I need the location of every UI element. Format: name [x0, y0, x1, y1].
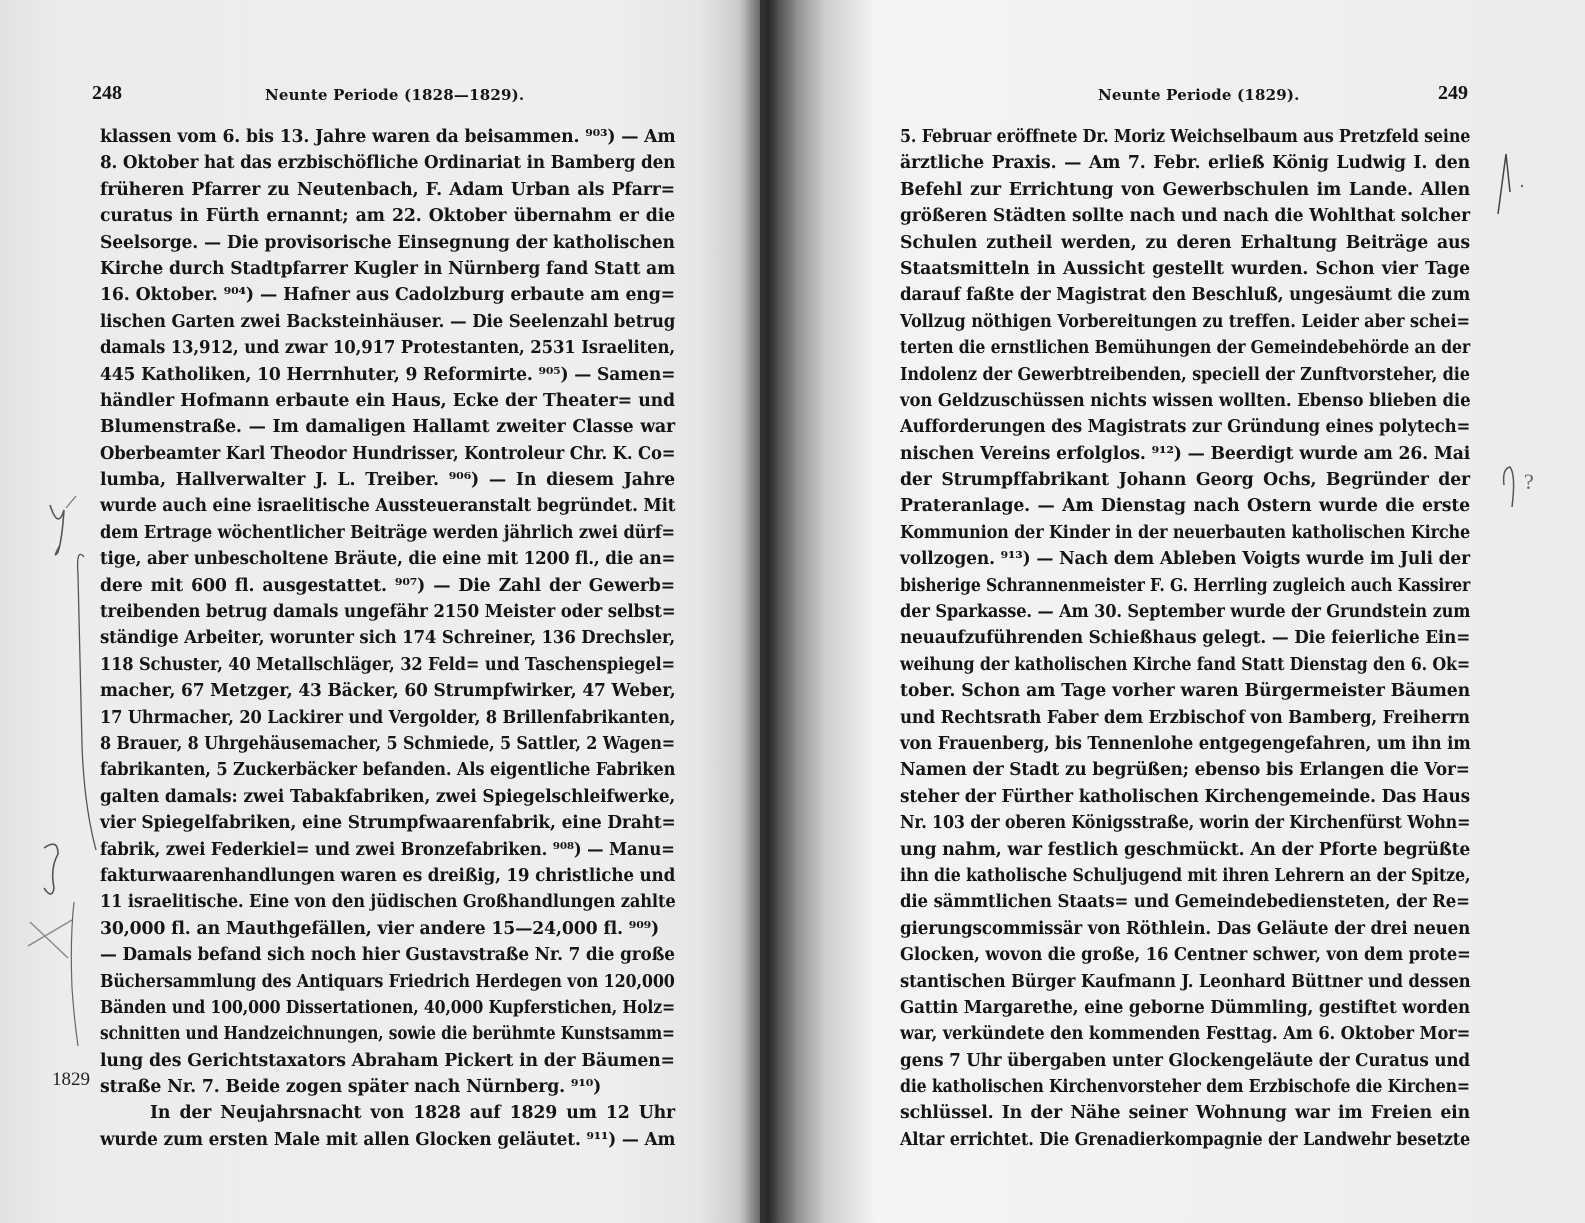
- text-line: straße Nr. 7. Beide zogen später nach Nürnberg. ⁹¹⁰): [100, 1077, 602, 1098]
- text-line: terten die ernstlichen Bemühungen der Gemeindebehörde an der: [900, 338, 1470, 359]
- text-line: wurde zum ersten Male mit allen Glocken geläutet. ⁹¹¹) — Am: [100, 1129, 676, 1150]
- text-line: weihung der katholischen Kirche fand Statt Dienstag den 6. Ok=: [900, 654, 1471, 675]
- left-page: [0, 0, 760, 1223]
- text-line: — Damals befand sich noch hier Gustavstraße Nr. 7 die große: [100, 945, 675, 966]
- text-line: von Geldzuschüssen nichts wissen wollten. Ebenso blieben die: [900, 390, 1471, 411]
- text-line: ihn die katholische Schuljugend mit ihren Lehrern an der Spitze,: [900, 865, 1471, 886]
- text-line: macher, 67 Metzger, 43 Bäcker, 60 Strumpfwirker, 47 Weber,: [100, 681, 676, 702]
- text-line: wurde auch eine israelitische Aussteueranstalt begründet. Mit: [100, 496, 676, 517]
- text-line: 445 Katholiken, 10 Herrnhuter, 9 Reformirte. ⁹⁰⁵) — Samen=: [100, 364, 676, 385]
- text-line: Prateranlage. — Am Dienstag nach Ostern wurde die erste: [900, 496, 1470, 517]
- text-line: Glocken, wovon die große, 16 Centner schwer, von dem prote=: [900, 945, 1471, 966]
- text-line: Seelsorge. — Die provisorische Einsegnung der katholischen: [100, 232, 675, 253]
- text-line: treibenden betrug damals ungefähr 2150 Meister oder selbst=: [100, 602, 676, 623]
- right-page-number: 249: [1438, 82, 1468, 104]
- text-line: In der Neujahrsnacht von 1828 auf 1829 um 12 Uhr: [150, 1103, 675, 1124]
- text-line: Oberbeamter Karl Theodor Hundrisser, Kontroleur Chr. K. Co=: [100, 443, 676, 464]
- text-line: schlüssel. In der Nähe seiner Wohnung war im Freien ein: [900, 1103, 1470, 1124]
- text-line: der Strumpffabrikant Johann Georg Ochs, Begründer der: [900, 470, 1470, 491]
- text-line: 118 Schuster, 40 Metallschläger, 32 Feld= und Taschenspiegel=: [100, 654, 675, 675]
- text-line: war, verkündete den kommenden Festtag. Am 6. Oktober Mor=: [900, 1024, 1471, 1045]
- text-line: die sämmtlichen Staats= und Gemeindebediensteten, der Re=: [900, 892, 1470, 913]
- text-line: Aufforderungen des Magistrats zur Gründung eines polytech=: [900, 417, 1471, 438]
- text-line: Kommunion der Kinder in der neuerbauten katholischen Kirche: [900, 522, 1471, 543]
- text-line: lumba, Hallverwalter J. L. Treiber. ⁹⁰⁶) — In diesem Jahre: [100, 470, 675, 491]
- left-page-number: 248: [92, 82, 122, 104]
- text-line: 8. Oktober hat das erzbischöfliche Ordinariat in Bamberg den: [100, 153, 676, 174]
- text-line: Bänden und 100,000 Dissertationen, 40,000 Kupferstichen, Holz=: [100, 997, 676, 1018]
- text-line: galten damals: zwei Tabakfabriken, zwei Spiegelschleifwerke,: [100, 786, 676, 807]
- text-line: stantischen Bürger Kaufmann J. Leonhard Büttner und dessen: [900, 971, 1471, 992]
- text-line: der Sparkasse. — Am 30. September wurde der Grundstein zum: [900, 602, 1471, 623]
- text-line: Kirche durch Stadtpfarrer Kugler in Nürnberg fand Statt am: [100, 258, 676, 279]
- text-line: und Rechtsrath Faber dem Erzbischof von Bamberg, Freiherrn: [900, 707, 1470, 728]
- text-line: nischen Vereins erfolglos. ⁹¹²) — Beerdigt wurde am 26. Mai: [900, 443, 1471, 464]
- text-line: von Frauenberg, bis Tennenlohe entgegengefahren, um ihn im: [900, 733, 1471, 754]
- pencil-mark-bracket-question: [1490, 455, 1560, 519]
- text-line: größeren Städten sollte nach und nach die Wohlthat solcher: [900, 206, 1470, 227]
- text-line: Befehl zur Errichtung von Gewerbschulen im Lande. Allen: [900, 179, 1470, 200]
- text-line: Altar errichtet. Die Grenadierkompagnie der Landwehr besetzte: [900, 1129, 1471, 1150]
- text-line: klassen vom 6. bis 13. Jahre waren da beisammen. ⁹⁰³) — Am: [100, 127, 676, 147]
- text-line: gierungscommissär von Röthlein. Das Geläute der drei neuen: [900, 918, 1471, 939]
- left-page-text: [100, 124, 675, 1153]
- text-line: 5. Februar eröffnete Dr. Moriz Weichselbaum aus Pretzfeld seine: [900, 127, 1471, 147]
- text-line: vier Spiegelfabriken, eine Strumpfwaarenfabrik, eine Draht=: [100, 813, 676, 834]
- text-line: darauf faßte der Magistrat den Beschluß, ungesäumt die zum: [900, 285, 1471, 306]
- text-line: ärztliche Praxis. — Am 7. Febr. erließ König Ludwig I. den: [900, 153, 1470, 174]
- text-line: Namen der Stadt zu begrüßen; ebenso bis Erlangen die Vor=: [900, 760, 1470, 781]
- text-line: tober. Schon am Tage vorher waren Bürgermeister Bäumen: [900, 681, 1470, 702]
- text-line: 30,000 fl. an Mauthgefällen, vier andere 15—24,000 fl. ⁹⁰⁹): [100, 918, 660, 939]
- right-page: [760, 0, 1585, 1223]
- text-line: Indolenz der Gewerbtreibenden, speciell der Zunftvorsteher, die: [900, 364, 1470, 385]
- text-line: Gattin Margarethe, eine geborne Dümmling, gestiftet worden: [900, 997, 1471, 1018]
- left-running-head: Neunte Periode (1828—1829).: [265, 86, 525, 104]
- pencil-mark-cross: [22, 898, 92, 1052]
- text-line: 8 Brauer, 8 Uhrgehäusemacher, 5 Schmiede, 5 Sattler, 2 Wagen=: [100, 733, 676, 754]
- text-line: händler Hofmann erbaute ein Haus, Ecke der Theater= und: [100, 390, 675, 411]
- text-line: Schulen zutheil werden, zu deren Erhaltung Beiträge aus: [900, 232, 1470, 253]
- text-line: fabrik, zwei Federkiel= und zwei Bronzefabriken. ⁹⁰⁸) — Manu=: [100, 839, 675, 860]
- text-line: 16. Oktober. ⁹⁰⁴) — Hafner aus Cadolzburg erbaute am eng=: [100, 285, 675, 306]
- text-line: Vollzug nöthigen Vorbereitungen zu treffen. Leider aber schei=: [900, 311, 1470, 332]
- text-line: früheren Pfarrer zu Neutenbach, F. Adam Urban als Pfarr=: [100, 179, 675, 200]
- text-line: vollzogen. ⁹¹³) — Nach dem Ableben Voigts wurde im Juli der: [900, 549, 1470, 570]
- text-line: lung des Gerichtstaxators Abraham Pickert in der Bäumen=: [100, 1050, 675, 1071]
- text-line: Staatsmitteln in Aussicht gestellt wurden. Schon vier Tage: [900, 258, 1470, 279]
- text-line: bisherige Schrannenmeister F. G. Herrling zugleich auch Kassirer: [900, 575, 1471, 596]
- text-line: tige, aber unbescholtene Bräute, die eine mit 1200 fl., die an=: [100, 549, 676, 570]
- text-line: curatus in Fürth ernannt; am 22. Oktober übernahm er die: [100, 206, 675, 227]
- book-gutter-shadow: [738, 0, 798, 1223]
- text-line: gens 7 Uhr übergaben unter Glockengeläute der Curatus und: [900, 1050, 1470, 1071]
- right-running-head: Neunte Periode (1829).: [1098, 86, 1300, 104]
- text-line: dere mit 600 fl. ausgestattet. ⁹⁰⁷) — Die Zahl der Gewerb=: [100, 575, 675, 596]
- text-line: fakturwaarenhandlungen waren es dreißig, 19 christliche und: [100, 865, 676, 886]
- pencil-line-margin: [70, 545, 100, 859]
- text-line: neuaufzuführenden Schießhaus gelegt. — Die feierliche Ein=: [900, 628, 1471, 649]
- text-line: Nr. 103 der oberen Königsstraße, worin der Kirchenfürst Wohn=: [900, 813, 1471, 834]
- text-line: lischen Garten zwei Backsteinhäuser. — Die Seelenzahl betrug: [100, 311, 676, 332]
- pencil-mark-upstroke: [1490, 148, 1530, 232]
- text-line: Büchersammlung des Antiquars Friedrich Herdegen von 120,000: [100, 971, 675, 992]
- text-line: damals 13,912, und zwar 10,917 Protestanten, 2531 Israeliten,: [100, 338, 675, 359]
- right-page-text: [900, 124, 1470, 1153]
- text-line: steher der Fürther katholischen Kirchengemeinde. Das Haus: [900, 786, 1470, 807]
- pencil-question-mark: ?: [1524, 469, 1534, 494]
- margin-year: 1829: [52, 1069, 90, 1090]
- text-line: fabrikanten, 5 Zuckerbäcker befanden. Als eigentliche Fabriken: [100, 760, 676, 781]
- text-line: dem Ertrage wöchentlicher Beiträge werden jährlich zwei dürf=: [100, 522, 675, 543]
- text-line: ung nahm, war festlich geschmückt. An der Pforte begrüßte: [900, 839, 1471, 860]
- text-line: 17 Uhrmacher, 20 Lackirer und Vergolder, 8 Brillenfabrikanten,: [100, 707, 676, 728]
- text-line: ständige Arbeiter, worunter sich 174 Schreiner, 136 Drechsler,: [100, 628, 676, 649]
- text-line: schnitten und Handzeichnungen, sowie die berühmte Kunstsamm=: [100, 1024, 675, 1045]
- text-line: Blumenstraße. — Im damaligen Hallamt zweiter Classe war: [100, 417, 675, 438]
- text-line: die katholischen Kirchenvorsteher dem Erzbischofe die Kirchen=: [900, 1077, 1470, 1098]
- text-line: 11 israelitische. Eine von den jüdischen Großhandlungen zahlte: [100, 892, 676, 913]
